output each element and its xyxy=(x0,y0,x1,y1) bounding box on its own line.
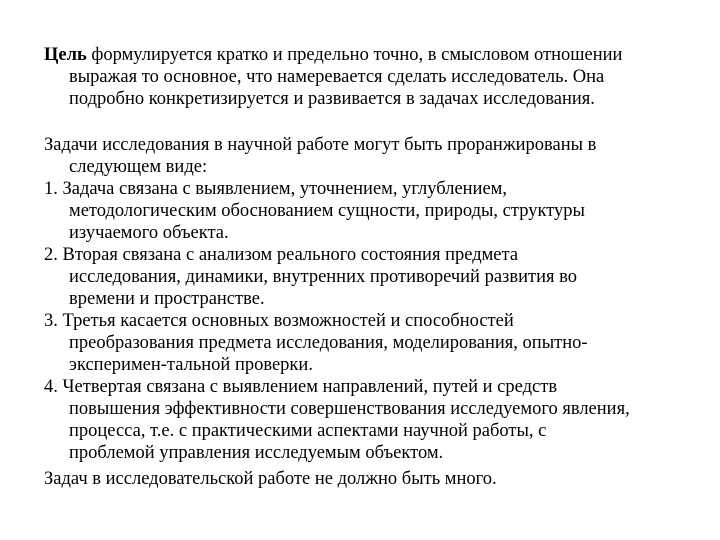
task-2-line-2: исследования, динамики, внутренних противоречий развития во xyxy=(69,267,577,287)
task-1-line-2: методологическим обоснованием сущности, природы, структуры xyxy=(69,201,585,221)
task-4-line-3: процесса, т.е. с практическими аспектами научной работы, с xyxy=(69,421,547,441)
goal-line-1-text: формулируется кратко и предельно точно, в смысловом отношении xyxy=(86,45,623,65)
closing-paragraph xyxy=(44,468,694,490)
task-4-line-2: повышения эффективности совершенствования исследуемого явления, xyxy=(69,399,630,419)
task-4-line-1: 4. Четвертая связана с выявлением направлений, путей и средств xyxy=(44,377,558,397)
goal-line-1 xyxy=(44,44,694,66)
task-3-line-3: эксперимен-тальной проверки. xyxy=(69,355,313,375)
task-1-line-1: 1. Задача связана с выявлением, уточнением, углублением, xyxy=(44,179,508,199)
goal-paragraph xyxy=(44,44,694,110)
task-4-line-4: проблемой управления исследуемым объектом. xyxy=(69,443,444,463)
task-3-line-2: преобразования предмета исследования, моделирования, опытно- xyxy=(69,333,588,353)
tasks-paragraph xyxy=(44,134,694,464)
tasks-intro-line: Задачи исследования в научной работе могут быть проранжированы в xyxy=(44,135,597,155)
goal-line-3: подробно конкретизируется и развивается в задачах исследования. xyxy=(69,89,595,109)
task-1-line-3: изучаемого объекта. xyxy=(69,223,229,243)
goal-line-2: выражая то основное, что намеревается сделать исследователь. Она xyxy=(69,67,605,87)
task-2-line-1: 2. Вторая связана с анализом реального состояния предмета xyxy=(44,245,519,265)
task-3-line-1: 3. Третья касается основных возможностей и способностей xyxy=(44,311,514,331)
tasks-intro-continuation: следующем виде: xyxy=(69,157,208,177)
task-2-line-3: времени и пространстве. xyxy=(69,289,265,309)
closing-line: Задач в исследовательской работе не должно быть много. xyxy=(44,469,497,489)
goal-term: Цель xyxy=(44,45,87,65)
